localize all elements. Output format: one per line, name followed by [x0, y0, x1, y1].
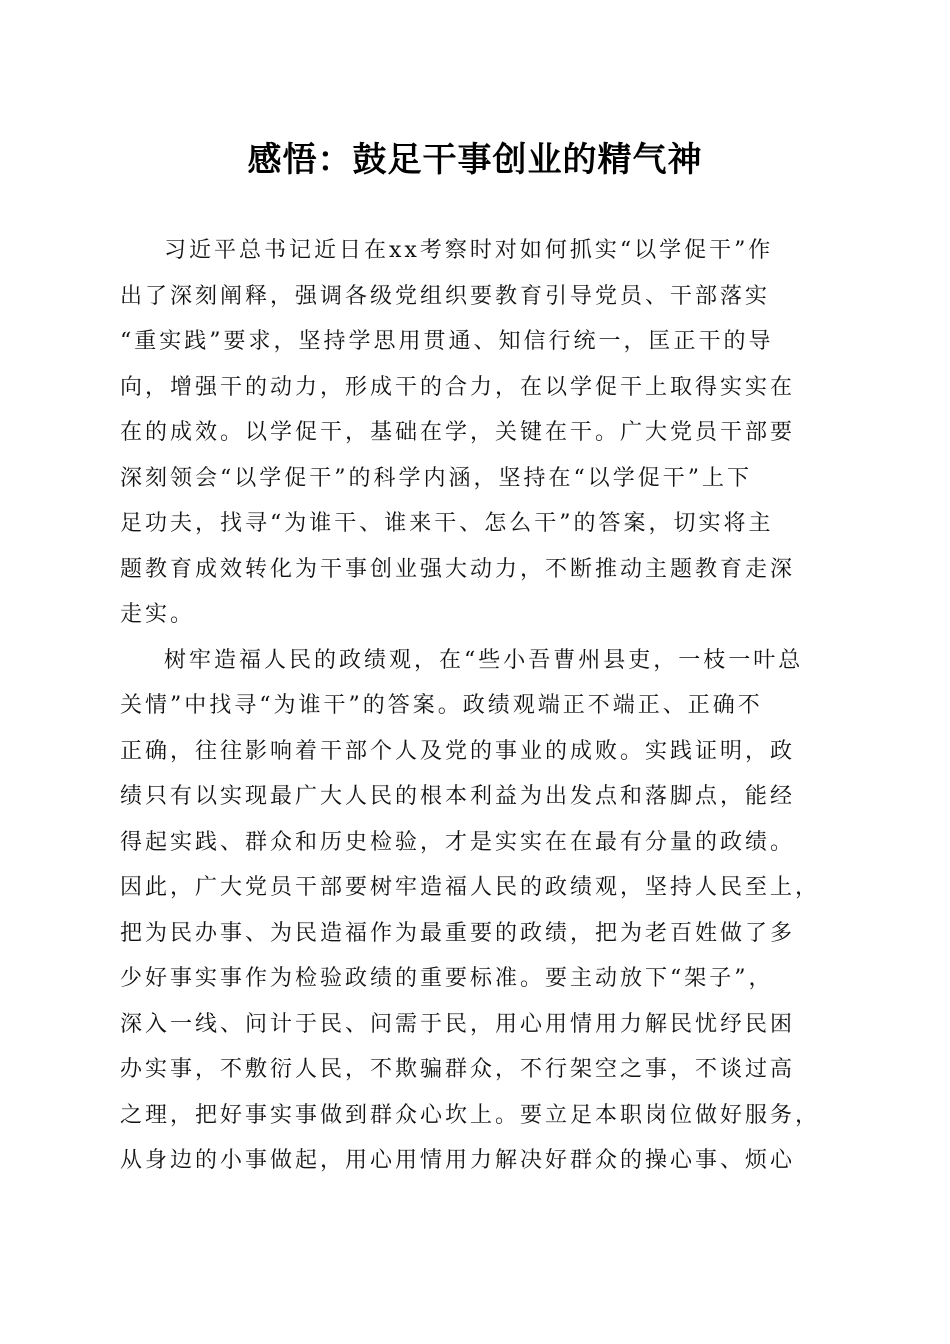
paragraph-1: [120, 228, 832, 638]
text-line: 足功夫，找寻“为谁干、谁来干、怎么干”的答案，切实将主: [120, 511, 774, 536]
text-line: 正确，往往影响着干部个人及党的事业的成败。实践证明，政: [120, 738, 796, 764]
text-line: 因此，广大党员干部要树牢造福人民的政绩观，坚持人民至上，: [120, 875, 821, 900]
text-line: 绩只有以实现最广大人民的根本利益为出发点和落脚点，能经: [120, 784, 796, 809]
text-line: 深入一线、问计于民、问需于民，用心用情用力解民忧纾民困: [120, 1011, 796, 1037]
text-line: 把为民办事、为民造福作为最重要的政绩，把为老百姓做了多: [120, 920, 796, 946]
text-line: 办实事，不敷衍人民，不欺骗群众，不行架空之事，不谈过高: [120, 1057, 796, 1082]
text-line: 习近平总书记近日在xx考察时对如何抓实“以学促干”作: [164, 238, 774, 263]
text-line: 向，增强干的动力，形成干的合力，在以学促干上取得实实在: [120, 374, 796, 400]
document-body: [120, 228, 832, 1184]
text-line: 题教育成效转化为干事创业强大动力，不断推动主题教育走深: [120, 556, 796, 582]
text-line: 在的成效。以学促干，基础在学，关键在干。广大党员干部要: [120, 420, 796, 445]
paragraph-2: [120, 638, 832, 1184]
text-line: 少好事实事作为检验政绩的重要标准。要主动放下“架子”，: [120, 966, 774, 991]
text-line: 深刻领会“以学促干”的科学内涵，坚持在“以学促干”上下: [120, 465, 752, 491]
text-line: 走实。: [120, 602, 196, 627]
text-line: 之理，把好事实事做到群众心坎上。要立足本职岗位做好服务，: [120, 1102, 821, 1128]
text-line: 从身边的小事做起，用心用情用力解决好群众的操心事、烦心: [120, 1148, 796, 1173]
text-line: “重实践”要求，坚持学思用贯通、知信行统一，匡正干的导: [120, 329, 774, 354]
text-line: 关情”中找寻“为谁干”的答案。政绩观端正不端正、正确不: [120, 693, 763, 718]
text-line: 得起实践、群众和历史检验，才是实实在在最有分量的政绩。: [120, 829, 796, 855]
text-line: 树牢造福人民的政绩观，在“些小吾曹州县吏，一枝一叶总: [164, 647, 804, 673]
text-line: 出了深刻阐释，强调各级党组织要教育引导党员、干部落实: [120, 283, 771, 309]
document-title: 感悟：鼓足干事创业的精气神: [247, 140, 703, 180]
